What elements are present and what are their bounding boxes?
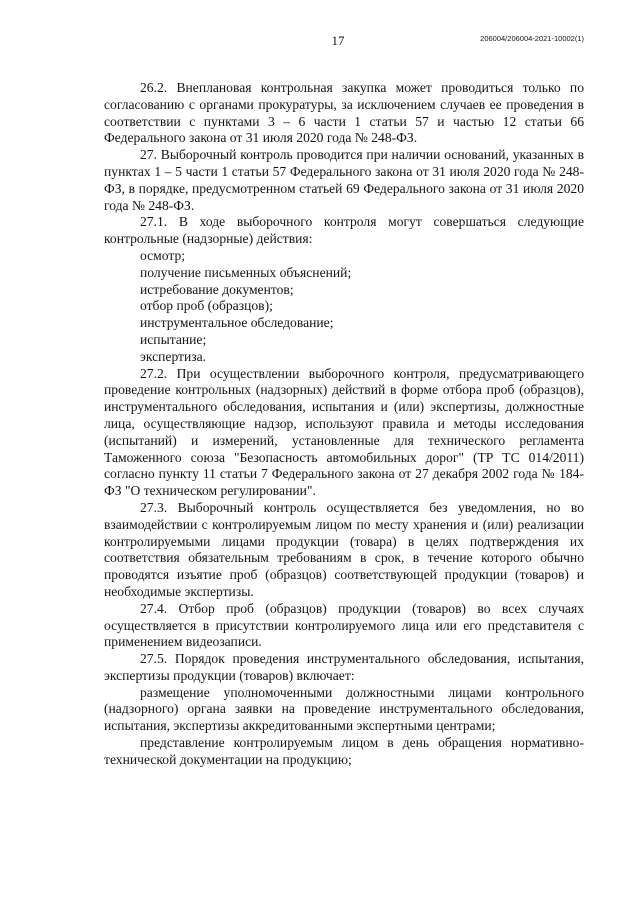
document-id: 206004/206004-2021-10002(1)	[480, 34, 584, 43]
list-item: получение письменных объяснений;	[140, 264, 352, 280]
paragraph-27-2: 27.2. При осуществлении выборочного контроля, предусматривающего проведение контрольных (надзорных) действий в форме отбора проб (образцов), инструментального обследования, испытания и (или) экспертизы, должностные лица, осуществляющие надзор, используют правила и методы исследования (испытаний) и измерений, установленные для технического регламента Таможенного союза "Безопасность автомобильных дорог" (ТР ТС 014/2011) согласно пункту 11 статьи 7 Федерального закона от 27 декабря 2002 года № 184-ФЗ "О техническом регулировании".	[104, 365, 584, 499]
paragraph-27-3: 27.3. Выборочный контроль осуществляется без уведомления, но во взаимодействии с контролируемым лицом по месту хранения и (или) реализации контролируемыми лицами продукции (товара) в целях подтверждения их соответствия обязательным требованиям в срок, в течение которого обычно проводятся изъятие проб (образцов) соответствующей продукции (товаров) и необходимые экспертизы.	[104, 499, 584, 599]
document-body	[104, 80, 584, 769]
list-item: экспертиза.	[140, 348, 207, 364]
list-item: инструментальное обследование;	[140, 315, 334, 331]
paragraph-27-1: 27.1. В ходе выборочного контроля могут совершаться следующие контрольные (надзорные) действия:	[104, 214, 584, 247]
paragraph-27: 27. Выборочный контроль проводится при наличии оснований, указанных в пунктах 1 – 5 части 1 статьи 57 Федерального закона от 31 июля 2020 года № 248-ФЗ, в порядке, предусмотренном статьей 69 Федерального закона от 31 июля 2020 года № 248-ФЗ.	[104, 147, 584, 213]
paragraph-27-4: 27.4. Отбор проб (образцов) продукции (товаров) во всех случаях осуществляется в присутствии контролируемого лица или его представителя с применением видеозаписи.	[104, 600, 584, 650]
paragraph-26-2: 26.2. Внеплановая контрольная закупка может проводиться только по согласованию с органами прокуратуры, за исключением случаев ее проведения в соответствии с пунктами 3 – 6 части 1 статьи 57 и частью 12 статьи 66 Федерального закона от 31 июля 2020 года № 248-ФЗ.	[104, 80, 584, 146]
paragraph-27-5: 27.5. Порядок проведения инструментального обследования, испытания, экспертизы продукции (товаров) включает:	[104, 651, 584, 683]
paragraph-27-5-step-2: представление контролируемым лицом в день обращения нормативно-технической документации на продукцию;	[104, 735, 584, 767]
list-item: испытание;	[140, 331, 207, 347]
page-number: 17	[331, 33, 345, 48]
list-item: осмотр;	[140, 247, 186, 263]
list-item: отбор проб (образцов);	[140, 298, 273, 314]
paragraph-27-5-step-1: размещение уполномоченными должностными лицами контрольного (надзорного) органа заявки на проведение инструментального обследования, испытания, экспертизы аккредитованными экспертными центрами;	[104, 684, 584, 734]
list-item: истребование документов;	[140, 281, 294, 297]
